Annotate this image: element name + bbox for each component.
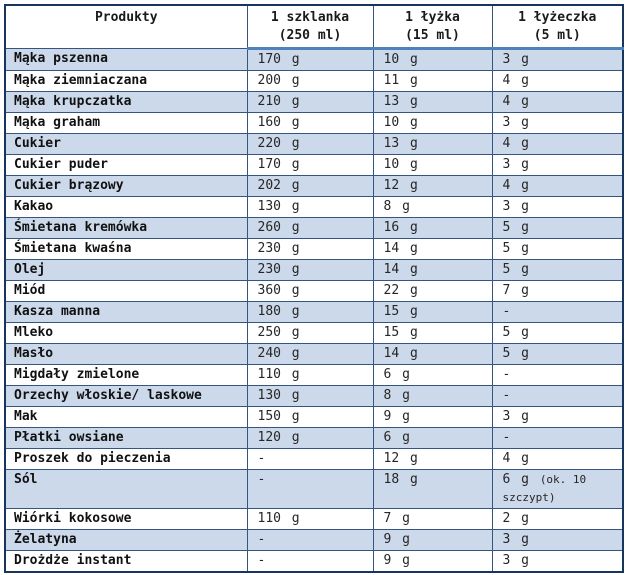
table-row [5,386,623,407]
header-line1: 1 łyżka [405,10,460,25]
tablespoon-value-cell: 10 g [373,113,492,134]
teaspoon-value-cell: 5 g [492,239,623,260]
cup-value-cell: 202 g [247,176,373,197]
table-body [5,49,623,573]
table-row [5,113,623,134]
cup-value-cell: 200 g [247,71,373,92]
tablespoon-value-cell: 10 g [373,155,492,176]
tablespoon-value-cell: 10 g [373,49,492,71]
column-header-produkty: Produkty [5,5,247,49]
teaspoon-value-cell: 5 g [492,323,623,344]
teaspoon-value-cell: 3 g [492,530,623,551]
teaspoon-value: 6 g [502,472,529,487]
header-line1: 1 szklanka [270,10,350,25]
cup-value-cell: 160 g [247,113,373,134]
product-name-cell: Miód [5,281,247,302]
table-row [5,92,623,113]
teaspoon-value-cell: 3 g [492,407,623,428]
table-row [5,49,623,71]
cup-value-cell: 130 g [247,386,373,407]
tablespoon-value-cell: 8 g [373,197,492,218]
tablespoon-value-cell: 6 g [373,365,492,386]
tablespoon-value-cell: 8 g [373,386,492,407]
teaspoon-value-cell: 3 g [492,49,623,71]
header-line2: (250 ml) [278,28,342,43]
product-name-cell: Kakao [5,197,247,218]
table-row [5,449,623,470]
table-row [5,323,623,344]
table-row [5,551,623,573]
teaspoon-value-cell [492,470,623,509]
cup-value-cell: 250 g [247,323,373,344]
product-name-cell: Drożdże instant [5,551,247,573]
cup-value-cell: 260 g [247,218,373,239]
product-name-cell: Masło [5,344,247,365]
teaspoon-value-cell: 2 g [492,509,623,530]
tablespoon-value-cell: 9 g [373,407,492,428]
product-name-cell: Cukier brązowy [5,176,247,197]
tablespoon-value-cell: 9 g [373,551,492,573]
cup-value-cell: 130 g [247,197,373,218]
product-name-cell: Sól [5,470,247,509]
teaspoon-value-cell: 4 g [492,176,623,197]
teaspoon-value-cell: - [492,428,623,449]
table-row [5,428,623,449]
product-name-cell: Kasza manna [5,302,247,323]
product-name-cell: Mąka krupczatka [5,92,247,113]
teaspoon-value-cell: - [492,365,623,386]
table-row [5,71,623,92]
cup-value-cell: - [247,449,373,470]
product-name-cell: Mleko [5,323,247,344]
cup-value-cell: 110 g [247,509,373,530]
tablespoon-value-cell: 12 g [373,449,492,470]
teaspoon-value-cell: 4 g [492,71,623,92]
table-row [5,197,623,218]
table-header [5,5,623,49]
product-name-cell: Śmietana kremówka [5,218,247,239]
tablespoon-value-cell: 7 g [373,509,492,530]
product-name-cell: Mak [5,407,247,428]
table-row [5,344,623,365]
tablespoon-value-cell: 13 g [373,134,492,155]
product-name-cell: Orzechy włoskie/ laskowe [5,386,247,407]
teaspoon-value-cell: 5 g [492,218,623,239]
column-header-lyzka [373,5,492,49]
product-name-cell: Mąka pszenna [5,49,247,71]
table-row [5,509,623,530]
tablespoon-value-cell: 11 g [373,71,492,92]
teaspoon-value-cell: 3 g [492,197,623,218]
table-row [5,530,623,551]
cup-value-cell: 210 g [247,92,373,113]
tablespoon-value-cell: 14 g [373,239,492,260]
header-row [5,5,623,49]
teaspoon-value-cell: 3 g [492,113,623,134]
teaspoon-value-cell: - [492,386,623,407]
cup-value-cell: 230 g [247,239,373,260]
product-name-cell: Żelatyna [5,530,247,551]
product-name-cell: Cukier puder [5,155,247,176]
product-name-cell: Wiórki kokosowe [5,509,247,530]
table-row [5,260,623,281]
cup-value-cell: 360 g [247,281,373,302]
table-row [5,218,623,239]
column-header-szklanka [247,5,373,49]
tablespoon-value-cell: 15 g [373,302,492,323]
cup-value-cell: - [247,530,373,551]
cup-value-cell: 110 g [247,365,373,386]
tablespoon-value-cell: 15 g [373,323,492,344]
header-line1: 1 łyżeczka [518,10,597,25]
cup-value-cell: 230 g [247,260,373,281]
product-name-cell: Proszek do pieczenia [5,449,247,470]
header-line2: (15 ml) [405,28,460,43]
conversion-table [4,4,624,573]
cup-value-cell: - [247,551,373,573]
tablespoon-value-cell: 18 g [373,470,492,509]
tablespoon-value-cell: 6 g [373,428,492,449]
table-row [5,155,623,176]
product-name-cell: Płatki owsiane [5,428,247,449]
teaspoon-value-cell: 4 g [492,134,623,155]
cup-value-cell: 240 g [247,344,373,365]
cup-value-cell: 150 g [247,407,373,428]
product-name-cell: Śmietana kwaśna [5,239,247,260]
cup-value-cell: 170 g [247,49,373,71]
tablespoon-value-cell: 16 g [373,218,492,239]
product-name-cell: Cukier [5,134,247,155]
table-row [5,134,623,155]
product-name-cell: Mąka graham [5,113,247,134]
tablespoon-value-cell: 12 g [373,176,492,197]
teaspoon-value-cell: 4 g [492,92,623,113]
teaspoon-value-cell: 3 g [492,155,623,176]
teaspoon-value-cell: 4 g [492,449,623,470]
tablespoon-value-cell: 14 g [373,344,492,365]
table-row [5,302,623,323]
teaspoon-value-cell: 5 g [492,344,623,365]
tablespoon-value-cell: 22 g [373,281,492,302]
cup-value-cell: 220 g [247,134,373,155]
cup-value-cell: 170 g [247,155,373,176]
product-name-cell: Mąka ziemniaczana [5,71,247,92]
table-row [5,365,623,386]
table-row [5,239,623,260]
teaspoon-value-cell: 7 g [492,281,623,302]
table-row-sol [5,470,623,509]
tablespoon-value-cell: 13 g [373,92,492,113]
table-row [5,281,623,302]
header-line2: (5 ml) [533,28,581,43]
product-name-cell: Olej [5,260,247,281]
cup-value-cell: 120 g [247,428,373,449]
table-row [5,176,623,197]
cup-value-cell: - [247,470,373,509]
product-name-cell: Migdały zmielone [5,365,247,386]
teaspoon-value-cell: 5 g [492,260,623,281]
table-row [5,407,623,428]
teaspoon-value-note: (ok. 10 szczypt) [502,473,587,504]
tablespoon-value-cell: 14 g [373,260,492,281]
cup-value-cell: 180 g [247,302,373,323]
column-header-lyzeczka [492,5,623,49]
teaspoon-value-cell: - [492,302,623,323]
tablespoon-value-cell: 9 g [373,530,492,551]
teaspoon-value-cell: 3 g [492,551,623,573]
